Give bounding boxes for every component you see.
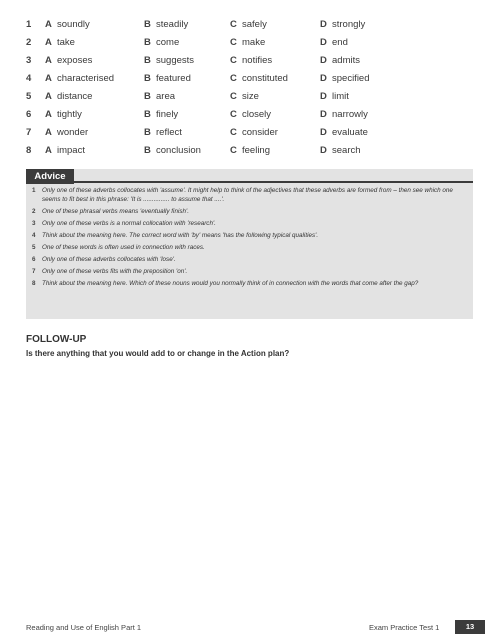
question-row xyxy=(26,88,476,106)
advice-item xyxy=(26,255,473,264)
option-d xyxy=(320,124,368,142)
footer-section-label: Reading and Use of English Part 1 xyxy=(26,623,142,632)
option-letter: C xyxy=(230,109,237,120)
option-word: feeling xyxy=(242,145,270,156)
question-number: 1 xyxy=(26,19,32,30)
advice-item-number: 3 xyxy=(32,220,36,227)
advice-box xyxy=(26,169,473,319)
question-number: 8 xyxy=(26,145,32,156)
option-word: tightly xyxy=(57,109,82,120)
option-letter: A xyxy=(45,127,52,138)
option-word: limit xyxy=(332,91,349,102)
option-letter: D xyxy=(320,55,327,66)
option-word: finely xyxy=(156,109,179,120)
advice-item-text: Only one of these verbs is a normal collocation with 'research'. xyxy=(42,220,216,227)
option-a xyxy=(45,34,75,52)
question-row xyxy=(26,106,476,124)
advice-item xyxy=(26,186,473,204)
option-c xyxy=(230,88,259,106)
follow-up-title: FOLLOW-UP xyxy=(26,334,87,345)
option-c xyxy=(230,16,267,34)
option-word: narrowly xyxy=(332,109,368,120)
advice-item-number: 4 xyxy=(32,232,36,239)
option-letter: C xyxy=(230,37,237,48)
option-letter: D xyxy=(320,19,327,30)
option-word: come xyxy=(156,37,180,48)
option-a xyxy=(45,106,82,124)
advice-item-number: 6 xyxy=(32,256,36,263)
option-a xyxy=(45,70,114,88)
option-word: take xyxy=(57,37,75,48)
option-letter: B xyxy=(144,55,151,66)
option-word: impact xyxy=(57,145,85,156)
advice-divider xyxy=(74,181,473,183)
advice-item-text: One of these words is often used in connection with races. xyxy=(42,244,205,251)
option-word: constituted xyxy=(242,73,288,84)
option-letter: A xyxy=(45,145,52,156)
option-b xyxy=(144,142,201,160)
option-b xyxy=(144,52,194,70)
question-number: 6 xyxy=(26,109,32,120)
advice-item-text: Think about the meaning here. The correct word with 'by' means 'has the following typical qualities'. xyxy=(42,232,319,239)
option-a xyxy=(45,52,92,70)
option-word: admits xyxy=(332,55,360,66)
option-c xyxy=(230,34,265,52)
option-a xyxy=(45,16,90,34)
option-c xyxy=(230,142,270,160)
option-word: steadily xyxy=(156,19,189,30)
option-a xyxy=(45,88,92,106)
option-letter: D xyxy=(320,109,327,120)
question-row xyxy=(26,16,476,34)
option-d xyxy=(320,142,361,160)
option-word: consider xyxy=(242,127,278,138)
option-a xyxy=(45,124,88,142)
option-d xyxy=(320,34,348,52)
option-word: area xyxy=(156,91,176,102)
option-b xyxy=(144,70,191,88)
option-d xyxy=(320,16,365,34)
advice-list xyxy=(26,186,473,291)
option-word: closely xyxy=(242,109,272,120)
option-b xyxy=(144,124,182,142)
advice-item xyxy=(26,279,473,288)
option-letter: A xyxy=(45,73,52,84)
option-c xyxy=(230,52,272,70)
advice-item-text: Think about the meaning here. Which of these nouns would you normally think of in connection with the words that come after the gap? xyxy=(42,280,419,287)
option-word: featured xyxy=(156,73,191,84)
option-letter: A xyxy=(45,19,52,30)
option-letter: B xyxy=(144,91,151,102)
option-word: notifies xyxy=(242,55,273,66)
advice-item-number: 1 xyxy=(32,187,36,194)
question-row xyxy=(26,142,476,160)
advice-title: Advice xyxy=(26,169,74,184)
advice-item xyxy=(26,207,473,216)
follow-up-question: Is there anything that you would add to or change in the Action plan? xyxy=(26,349,290,358)
option-b xyxy=(144,106,178,124)
option-letter: D xyxy=(320,127,327,138)
advice-item-number: 7 xyxy=(32,268,36,275)
option-letter: D xyxy=(320,37,327,48)
advice-item-text: Only one of these adverbs collocates with 'lose'. xyxy=(42,256,176,263)
option-letter: D xyxy=(320,91,327,102)
option-c xyxy=(230,70,288,88)
footer-test-label: Exam Practice Test 1 xyxy=(369,623,440,632)
option-letter: B xyxy=(144,37,151,48)
option-word: exposes xyxy=(57,55,93,66)
question-number: 5 xyxy=(26,91,32,102)
option-letter: C xyxy=(230,73,237,84)
question-number: 4 xyxy=(26,73,32,84)
option-word: distance xyxy=(57,91,93,102)
advice-item-number: 5 xyxy=(32,244,36,251)
option-b xyxy=(144,34,179,52)
option-a xyxy=(45,142,85,160)
option-word: specified xyxy=(332,73,370,84)
question-row xyxy=(26,70,476,88)
advice-item xyxy=(26,243,473,252)
option-letter: A xyxy=(45,91,52,102)
option-letter: C xyxy=(230,145,237,156)
option-word: end xyxy=(332,37,348,48)
option-b xyxy=(144,16,188,34)
option-word: wonder xyxy=(57,127,89,138)
option-letter: B xyxy=(144,145,151,156)
option-word: strongly xyxy=(332,19,366,30)
question-row xyxy=(26,124,476,142)
option-word: safely xyxy=(242,19,267,30)
question-number: 7 xyxy=(26,127,32,138)
option-letter: C xyxy=(230,55,237,66)
option-word: soundly xyxy=(57,19,90,30)
option-word: characterised xyxy=(57,73,115,84)
advice-item-number: 8 xyxy=(32,280,36,287)
advice-item xyxy=(26,231,473,240)
option-word: search xyxy=(332,145,361,156)
option-word: evaluate xyxy=(332,127,368,138)
option-word: size xyxy=(242,91,259,102)
option-word: reflect xyxy=(156,127,182,138)
option-c xyxy=(230,106,271,124)
page-number: 13 xyxy=(455,620,485,634)
option-d xyxy=(320,88,349,106)
option-letter: A xyxy=(45,109,52,120)
advice-item xyxy=(26,267,473,276)
option-word: conclusion xyxy=(156,145,201,156)
option-letter: C xyxy=(230,127,237,138)
option-letter: A xyxy=(45,55,52,66)
question-row xyxy=(26,52,476,70)
option-letter: B xyxy=(144,127,151,138)
question-number: 3 xyxy=(26,55,32,66)
option-d xyxy=(320,70,370,88)
question-grid xyxy=(26,16,476,160)
option-letter: D xyxy=(320,145,327,156)
question-number: 2 xyxy=(26,37,32,48)
advice-header xyxy=(26,169,473,184)
advice-item xyxy=(26,219,473,228)
option-letter: B xyxy=(144,109,151,120)
option-letter: D xyxy=(320,73,327,84)
option-c xyxy=(230,124,278,142)
option-word: make xyxy=(242,37,266,48)
advice-item-text: Only one of these adverbs collocates with 'assume'. It might help to think of the adjectives that these adverbs are formed from – then see which one seems to fit best in this phrase: 'It is ............... to assume that ....'. xyxy=(42,187,453,203)
advice-item-text: Only one of these verbs fits with the preposition 'on'. xyxy=(42,268,188,275)
option-d xyxy=(320,52,360,70)
option-letter: B xyxy=(144,73,151,84)
question-row xyxy=(26,34,476,52)
option-d xyxy=(320,106,368,124)
option-letter: B xyxy=(144,19,151,30)
option-letter: A xyxy=(45,37,52,48)
advice-item-number: 2 xyxy=(32,208,36,215)
option-word: suggests xyxy=(156,55,195,66)
option-letter: C xyxy=(230,19,237,30)
option-letter: C xyxy=(230,91,237,102)
option-b xyxy=(144,88,175,106)
advice-item-text: One of these phrasal verbs means 'eventually finish'. xyxy=(42,208,189,215)
